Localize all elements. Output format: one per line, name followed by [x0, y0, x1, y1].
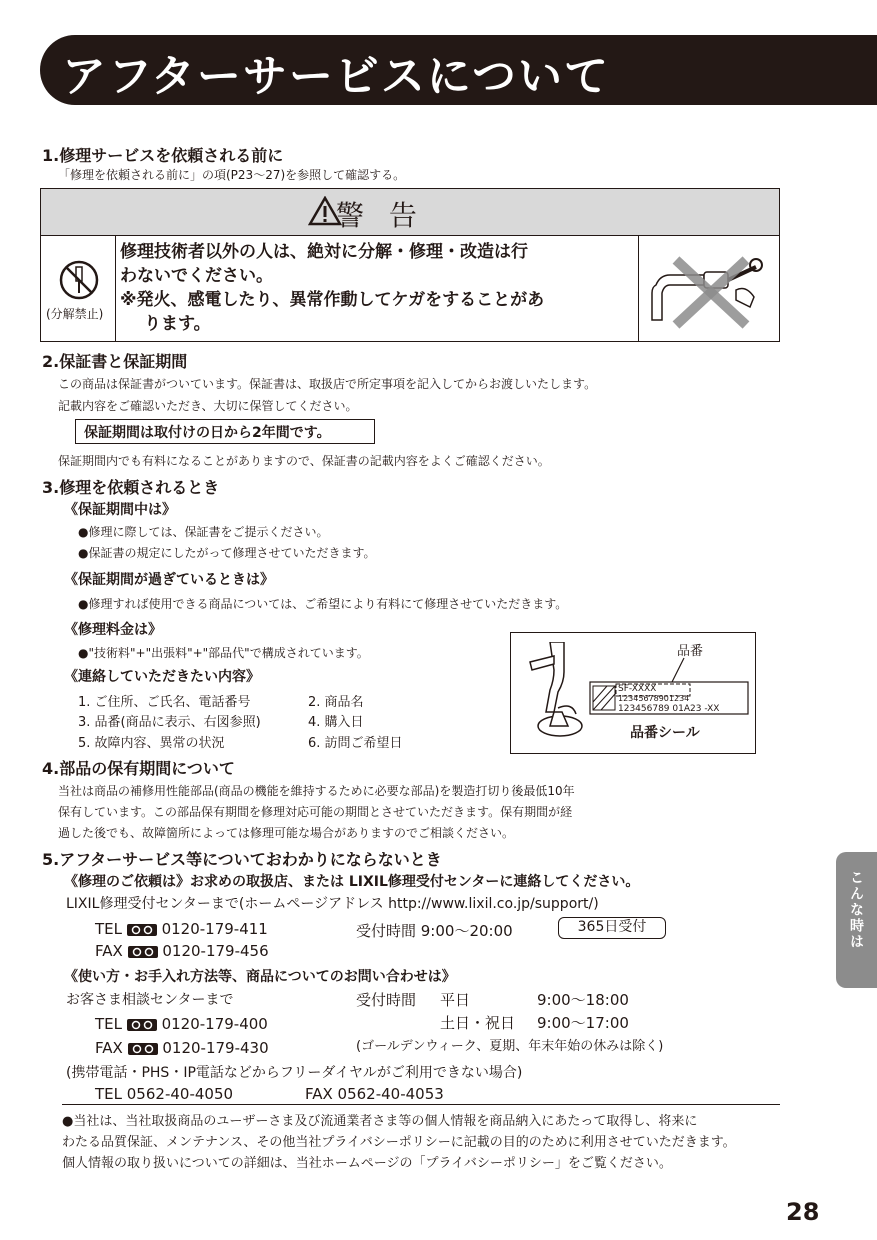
repair-request-title: 《修理のご依頼は》お求めの取扱店、または LIXIL修理受付センターに連絡してください。: [64, 874, 640, 890]
seal-line: 12345678901234: [618, 694, 690, 703]
free-dial-icon: [128, 1042, 158, 1056]
weekday-label: 平日: [440, 991, 471, 1009]
mobile-tel: TEL 0562-40-4050: [95, 1085, 234, 1103]
section-4-heading: 4.部品の保有期間について: [42, 759, 235, 778]
fax-label: FAX: [95, 1039, 123, 1057]
inquiry-center-text: お客さま相談センターまで: [66, 992, 234, 1008]
no-repair-illustration-icon: [646, 245, 772, 335]
divider: [62, 1104, 780, 1105]
section-4-text: 過した後でも、故障箇所によっては修理可能な場合がありますのでご相談ください。: [58, 826, 515, 840]
page-title: アフターサービスについて: [62, 51, 611, 102]
fax-number: 0120-179-430: [162, 1039, 269, 1057]
free-dial-icon: [127, 1018, 157, 1032]
warning-text: [120, 240, 635, 336]
privacy-text: わたる品質保証、メンテナンス、その他当社プライバシーポリシーに記載の目的のために利用させていただきます。: [62, 1135, 736, 1150]
fax-number: 0120-179-456: [162, 942, 269, 960]
section-2-text: 記載内容をご確認いただき、大切に保管してください。: [58, 399, 358, 413]
section-2-heading: 2.保証書と保証期間: [42, 352, 188, 371]
subheading: 《保証期間中は》: [64, 502, 176, 518]
part-number-label: 品番: [677, 644, 704, 659]
fax-label: FAX: [95, 942, 123, 960]
section-5-heading: 5.アフターサービス等についておわかりにならないとき: [42, 850, 442, 869]
mobile-fax: FAX 0562-40-4053: [305, 1085, 444, 1103]
section-1-text: 「修理を依頼される前に」の項(P23〜27)を参照して確認する。: [58, 168, 406, 182]
faucet-illustration-icon: [520, 642, 590, 748]
repair-center-text: LIXIL修理受付センターまで(ホームページアドレス http://www.lixil.co.jp/support/): [66, 896, 599, 912]
warning-line: ります。: [144, 314, 211, 334]
privacy-text: ●当社は、当社取扱商品のユーザーさま及び流通業者さま等の個人情報を商品納入にあたって取得し、将来に: [62, 1114, 698, 1129]
365-day-badge: 365日受付: [558, 917, 666, 939]
subheading: 《連絡していただきたい内容》: [64, 669, 260, 685]
inquiry-title: 《使い方・お手入れ方法等、商品についてのお問い合わせは》: [64, 969, 456, 985]
bullet-item: ●保証書の規定にしたがって修理させていただきます。: [78, 546, 376, 560]
no-disassembly-icon: [58, 259, 100, 301]
weekday-hours: 9:00〜18:00: [537, 991, 629, 1009]
page-number: 28: [786, 1198, 820, 1226]
contact-item: 2. 商品名: [308, 695, 364, 710]
warning-line: 修理技術者以外の人は、絶対に分解・修理・改造は行: [120, 242, 528, 262]
contact-item: 1. ご住所、ご氏名、電話番号: [78, 695, 251, 710]
holiday-hours: 9:00〜17:00: [537, 1014, 629, 1032]
free-dial-icon: [128, 945, 158, 959]
bullet-item: ●修理に際しては、保証書をご提示ください。: [78, 525, 329, 539]
section-4-text: 保有しています。この部品保有期間を修理対応可能の期間とさせていただきます。保有期間が経: [58, 805, 573, 819]
contact-item: 4. 購入日: [308, 715, 364, 730]
warranty-period-text: 保証期間は取付けの日から2年間です。: [84, 425, 331, 441]
section-1-heading: 1.修理サービスを依頼される前に: [42, 146, 284, 165]
holiday-label: 土日・祝日: [440, 1014, 516, 1032]
contact-item: 5. 故障内容、異常の状況: [78, 736, 225, 751]
tel-number: 0120-179-411: [161, 920, 268, 938]
inquiry-hours-label: 受付時間: [356, 991, 417, 1009]
divider: [115, 235, 116, 341]
seal-line: 123456789 01A23 -XX: [618, 704, 720, 714]
seal-label: 品番シール: [630, 725, 700, 741]
tel-label: TEL: [95, 1015, 122, 1033]
contact-item: 6. 訪問ご希望日: [308, 736, 403, 751]
repair-tel: [95, 920, 268, 938]
free-dial-icon: [127, 923, 157, 937]
repair-hours: 受付時間 9:00〜20:00: [356, 922, 513, 940]
contact-item: 3. 品番(商品に表示、右図参照): [78, 715, 261, 730]
inquiry-fax: [95, 1039, 269, 1057]
warning-title: 警 告: [336, 199, 425, 232]
section-3-heading: 3.修理を依頼されるとき: [42, 478, 220, 497]
closed-note: (ゴールデンウィーク、夏期、年末年始の休みは除く): [356, 1039, 664, 1054]
inquiry-tel: [95, 1015, 268, 1033]
repair-fax: [95, 942, 269, 960]
seal-line: SF-XXXX: [618, 684, 657, 694]
tel-label: TEL: [95, 920, 122, 938]
mobile-note: (携帯電話・PHS・IP電話などからフリーダイヤルがご利用できない場合): [66, 1065, 523, 1081]
privacy-text: 個人情報の取り扱いについての詳細は、当社ホームページの「プライバシーポリシー」をご覧ください。: [62, 1156, 672, 1171]
bullet-item: ●修理すれば使用できる商品については、ご希望により有料にて修理させていただきます。: [78, 597, 568, 611]
warning-line: ※発火、感電したり、異常作動してケガをすることがあ: [120, 290, 545, 310]
divider: [638, 235, 639, 341]
section-2-text: 保証期間内でも有料になることがありますので、保証書の記載内容をよくご確認ください。: [58, 454, 550, 468]
bullet-item: ●"技術料"+"出張料"+"部品代"で構成されています。: [78, 646, 369, 660]
side-tab-label: こんな時は: [848, 870, 864, 950]
subheading: 《保証期間が過ぎているときは》: [64, 572, 274, 588]
tel-number: 0120-179-400: [161, 1015, 268, 1033]
subheading: 《修理料金は》: [64, 622, 162, 638]
section-4-text: 当社は商品の補修用性能部品(商品の機能を維持するために必要な部品)を製造打切り後最低10年: [58, 784, 575, 798]
no-disassembly-label: (分解禁止): [46, 307, 104, 321]
warning-line: わないでください。: [120, 266, 273, 286]
section-2-text: この商品は保証書がついています。保証書は、取扱店で所定事項を記入してからお渡しいたします。: [58, 377, 597, 391]
